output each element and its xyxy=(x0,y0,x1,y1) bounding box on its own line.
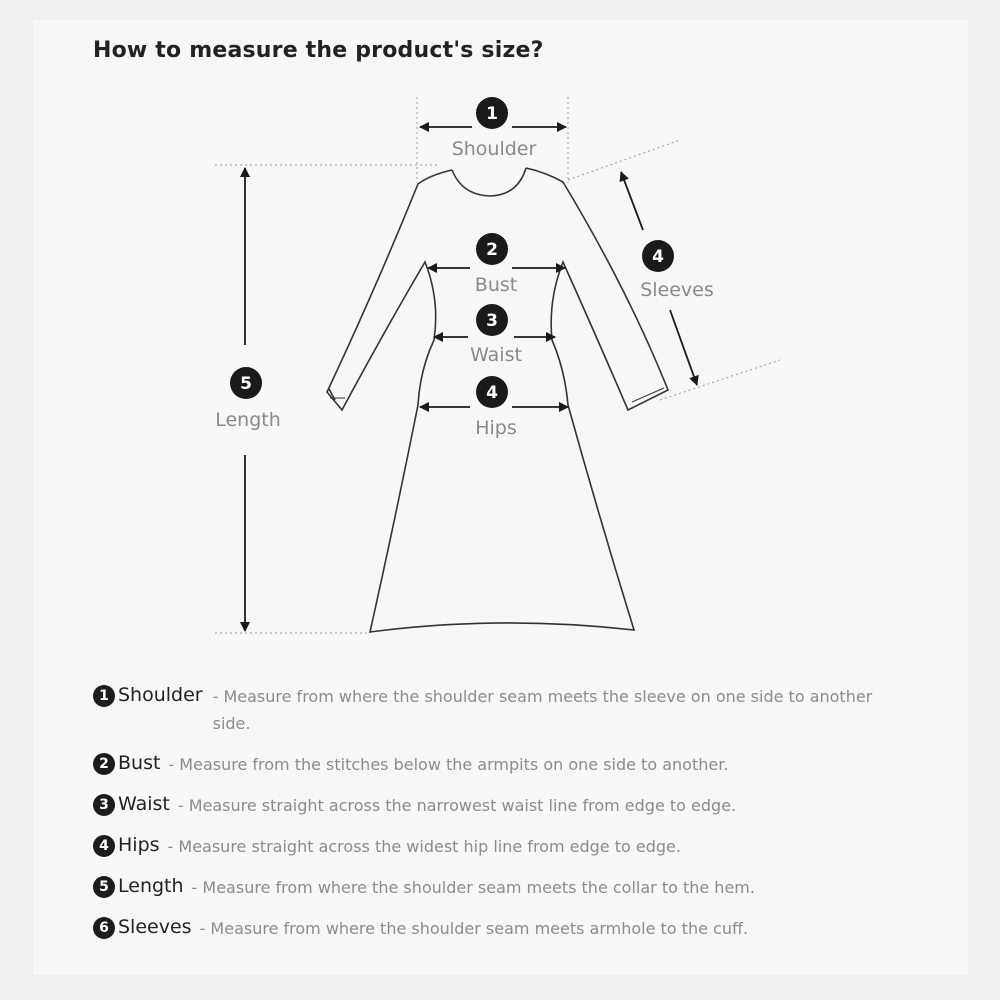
legend-description: - Measure straight across the widest hip line from edge to edge. xyxy=(167,837,681,856)
legend-term: Hips xyxy=(118,834,160,856)
legend-term: Waist xyxy=(118,793,170,815)
number-badge: 6 xyxy=(93,917,115,939)
legend-term: Shoulder xyxy=(118,684,203,706)
legend-item-length xyxy=(93,875,913,901)
number-badge: 4 xyxy=(93,835,115,857)
legend-item-waist xyxy=(93,793,913,819)
label-shoulder xyxy=(452,97,537,160)
number-badge: 5 xyxy=(93,876,115,898)
label-text: Hips xyxy=(475,417,517,439)
measurement-arrows xyxy=(245,127,697,631)
legend-item-sleeves xyxy=(93,916,913,942)
legend-description: - Measure from where the shoulder seam meets the sleeve on one side to another side. xyxy=(212,687,873,733)
page-title: How to measure the product's size? xyxy=(93,38,544,63)
measurement-legend xyxy=(93,684,913,957)
badge-number: 4 xyxy=(652,247,664,267)
label-text: Length xyxy=(215,409,281,431)
badge-number: 1 xyxy=(486,104,498,124)
badge-number: 4 xyxy=(486,383,498,403)
label-sleeves xyxy=(640,240,714,301)
label-waist xyxy=(470,304,522,366)
badge-number: 3 xyxy=(486,311,498,331)
label-text: Sleeves xyxy=(640,279,714,301)
legend-term: Bust xyxy=(118,752,161,774)
legend-description: - Measure straight across the narrowest waist line from edge to edge. xyxy=(177,796,737,815)
number-badge: 1 xyxy=(93,685,115,707)
badge-number: 2 xyxy=(486,240,498,260)
legend-description: - Measure from where the shoulder seam meets the collar to the hem. xyxy=(191,878,755,897)
legend-term: Sleeves xyxy=(118,916,192,938)
number-badge: 3 xyxy=(93,794,115,816)
legend-term: Length xyxy=(118,875,184,897)
badge-number: 5 xyxy=(240,374,252,394)
legend-item-shoulder xyxy=(93,684,913,737)
legend-description: - Measure from the stitches below the armpits on one side to another. xyxy=(168,755,729,774)
label-text: Bust xyxy=(474,274,518,296)
label-length xyxy=(215,367,281,431)
number-badge: 2 xyxy=(93,753,115,775)
legend-description: - Measure from where the shoulder seam meets armhole to the cuff. xyxy=(199,919,749,938)
label-text: Waist xyxy=(470,344,522,366)
label-bust xyxy=(475,233,517,296)
legend-item-hips xyxy=(93,834,913,860)
label-text: Shoulder xyxy=(451,138,537,160)
legend-item-bust xyxy=(93,752,913,778)
label-hips xyxy=(475,376,517,439)
